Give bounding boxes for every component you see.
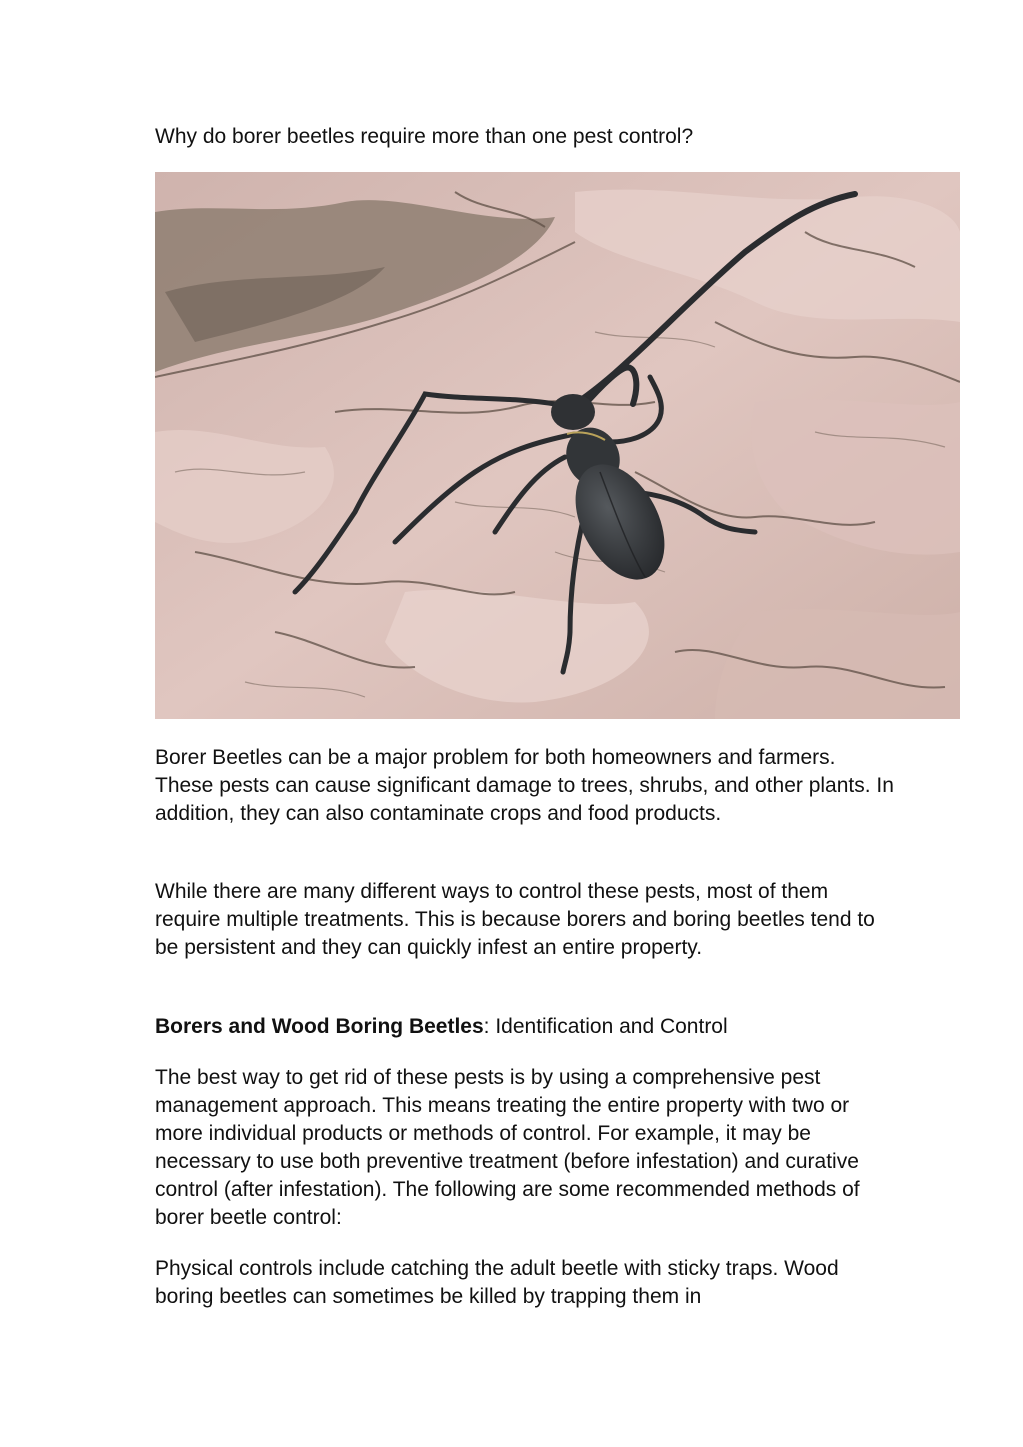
paragraph-treatments: While there are many different ways to control these pests, most of them require multiple treatments. This is because borers and boring beetles tend to be persistent and they can quickly infest an entire property. — [155, 880, 875, 959]
section-heading — [155, 1013, 895, 1041]
paragraph-physical-controls: Physical controls include catching the adult beetle with sticky traps. Wood boring beetles can sometimes be killed by trapping them in — [155, 1257, 839, 1308]
section-heading-bold: Borers and Wood Boring Beetles — [155, 1015, 484, 1038]
paragraph-intro: Borer Beetles can be a major problem for both homeowners and farmers. These pests can cause significant damage to trees, shrubs, and other plants. In addition, they can also contaminate crops and food products. — [155, 746, 894, 825]
beetle-on-bark-illustration — [155, 172, 960, 719]
page-title: Why do borer beetles require more than one pest control? — [155, 125, 694, 148]
paragraph-approach: The best way to get rid of these pests is by using a comprehensive pest management approach. This means treating the entire property with two or more individual products or methods of control. For example, it may be necessary to use both preventive treatment (before infestation) and curative control (after infestation). The following are some recommended methods of borer beetle control: — [155, 1066, 860, 1229]
section-heading-rest: : Identification and Control — [483, 1015, 728, 1038]
beetle-photo — [155, 172, 960, 719]
